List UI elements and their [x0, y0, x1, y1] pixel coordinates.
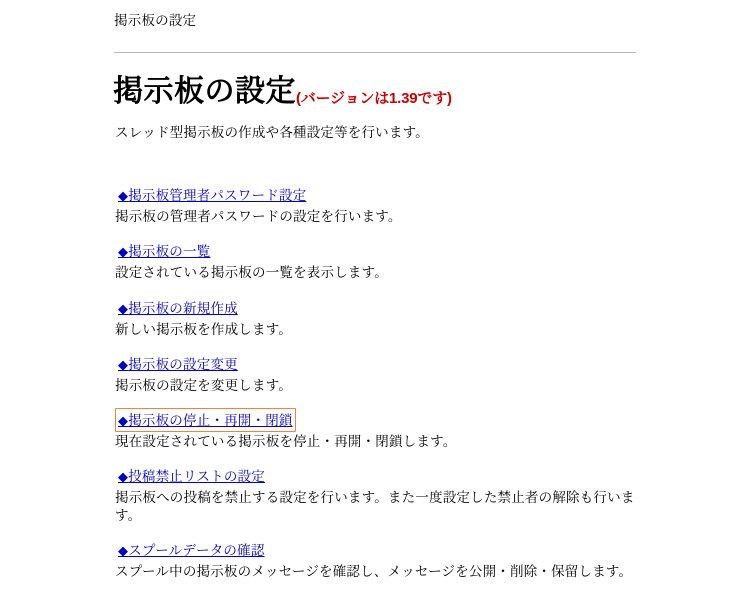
menu-desc-admin-password: 掲示板の管理者パスワードの設定を行います。	[115, 209, 402, 224]
menu-item-create-board	[115, 296, 645, 338]
diamond-bullet-icon: ◆	[118, 356, 129, 372]
page-description: スレッド型掲示板の作成や各種設定等を行います。	[115, 125, 429, 140]
menu-desc-create-board: 新しい掲示板を作成します。	[115, 321, 293, 337]
menu-item-admin-password	[115, 183, 645, 225]
menu-desc-ban-list: 掲示板への投稿を禁止する設定を行います。また一度設定した禁止者の解除も行います。	[115, 490, 635, 523]
menu-link-create-board[interactable]	[118, 297, 238, 317]
menu-link-wrap-suspend-resume-close[interactable]	[115, 408, 296, 432]
page-title	[113, 66, 452, 110]
menu-link-label-ban-list: 投稿禁止リストの設定	[128, 469, 265, 485]
menu-item-edit-settings	[115, 352, 645, 394]
diamond-bullet-icon: ◆	[118, 413, 129, 429]
menu-link-label-admin-password: 掲示板管理者パスワード設定	[128, 188, 307, 203]
diamond-bullet-icon: ◆	[118, 300, 129, 316]
breadcrumb: 掲示板の設定	[114, 13, 197, 28]
diamond-bullet-icon: ◆	[118, 188, 129, 203]
menu-link-wrap-ban-list[interactable]	[115, 464, 268, 488]
menu-desc-board-list: 設定されている掲示板の一覧を表示します。	[115, 265, 388, 281]
version-label: (バージョンは1.39です)	[296, 90, 452, 107]
menu-link-label-create-board: 掲示板の新規作成	[128, 300, 238, 316]
menu-link-label-edit-settings: 掲示板の設定変更	[128, 356, 238, 372]
menu-link-wrap-admin-password[interactable]	[115, 183, 309, 207]
menu-item-board-list	[115, 239, 645, 281]
menu-link-label-board-list: 掲示板の一覧	[128, 244, 211, 260]
diamond-bullet-icon: ◆	[118, 469, 129, 485]
menu-link-edit-settings[interactable]	[118, 353, 238, 373]
menu-link-wrap-spool-data[interactable]	[115, 538, 268, 562]
menu-item-suspend-resume-close	[115, 408, 645, 450]
menu-desc-suspend-resume-close: 現在設定されている掲示板を停止・再開・閉鎖します。	[115, 434, 457, 450]
menu-item-ban-list	[115, 464, 645, 524]
menu-link-wrap-edit-settings[interactable]	[115, 352, 241, 376]
menu-desc-edit-settings: 掲示板の設定を変更します。	[115, 377, 293, 393]
menu-item-spool-data	[115, 538, 645, 580]
diamond-bullet-icon: ◆	[118, 542, 129, 558]
page-title-text: 掲示板の設定	[113, 75, 296, 108]
diamond-bullet-icon: ◆	[118, 244, 129, 260]
menu-link-ban-list[interactable]	[118, 465, 265, 485]
menu-list	[115, 183, 645, 594]
menu-link-label-spool-data: スプールデータの確認	[128, 542, 265, 558]
menu-link-wrap-board-list[interactable]	[115, 239, 213, 263]
menu-link-suspend-resume-close[interactable]	[118, 409, 293, 429]
menu-link-label-suspend-resume-close: 掲示板の停止・再開・閉鎖	[128, 413, 293, 429]
menu-link-spool-data[interactable]	[118, 539, 265, 559]
menu-link-wrap-create-board[interactable]	[115, 296, 241, 320]
menu-link-admin-password[interactable]	[118, 184, 306, 204]
menu-desc-spool-data: スプール中の掲示板のメッセージを確認し、メッセージを公開・削除・保留します。	[115, 563, 633, 579]
header-divider	[114, 52, 636, 53]
menu-link-board-list[interactable]	[118, 240, 210, 260]
